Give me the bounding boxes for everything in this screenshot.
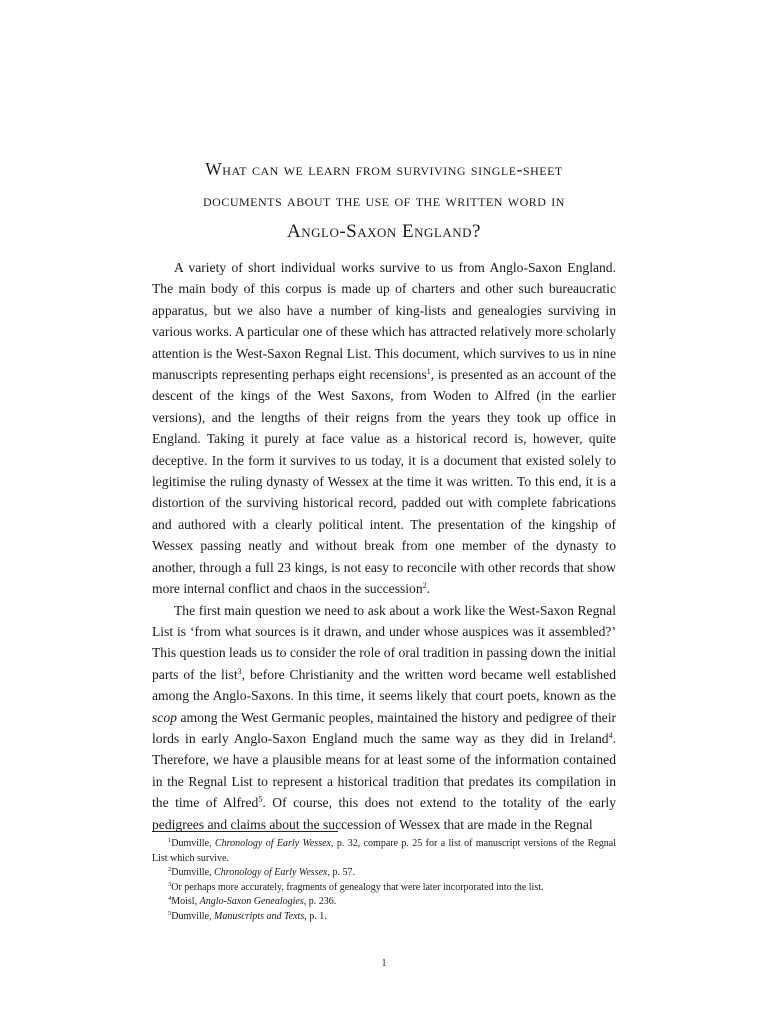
title-line-3: Anglo-Saxon England? [287, 221, 481, 242]
footnote-3 [152, 881, 616, 896]
essay-body [152, 257, 616, 835]
footnote-text: , p. 32, compare p. 25 for a list of manuscript versions of the Regnal List which survive. [152, 838, 616, 864]
paragraph-2-text-c: among the West Germanic peoples, maintained the history and pedigree of their lords in early Anglo-Saxon England much the same way as they did in Ireland [152, 709, 616, 746]
footnote-ref-3: 3 [237, 666, 242, 676]
paragraph-2 [152, 600, 616, 835]
scop-term: scop [152, 709, 177, 725]
paragraph-2-text-b: , before Christianity and the written word became well established among the Anglo-Saxons. In this time, it seems likely that court poets, known as the [152, 666, 616, 704]
essay-title [152, 154, 616, 247]
footnote-number: 5 [168, 909, 172, 917]
footnote-number: 1 [168, 837, 172, 844]
footnote-text: Moisl, [171, 896, 200, 907]
footnote-text: Dumville, [171, 838, 215, 849]
paragraph-1-text-b: , is presented as an account of the descent of the kings of the West Saxons, from Woden to Alfred (in the earlier versions), and the lengths of their reigns from the years they took up office in England. Taking it purely at face value as a historical record is, however, quite deceptive. In the form it survives to us today, it is a document that existed solely to legitimise the ruling dynasty of Wessex at the time it was written. To this end, it is a distortion of the surviving historical record, padded out with complete fabrications and authored with a clearly political intent. The presentation of the kingship of Wessex passing neatly and without break from one member of the dynasty to another, through a full 23 kings, is not easy to reconcile with other records that show more internal conflict and chaos in the succession [152, 367, 616, 597]
footnote-number: 3 [168, 880, 172, 888]
footnote-ref-4: 4 [608, 730, 613, 740]
title-line-1: What can we learn from surviving single-sheet [205, 159, 563, 179]
footnote-work-title: Chronology of Early Wessex [214, 867, 328, 878]
footnote-text: , p. 57. [327, 867, 355, 878]
paragraph-2-text-d: . Therefore, we have a plausible means for at least some of the information contained in the Regnal List to represent a historical tradition that predates its compilation in the time of Alfred [152, 730, 616, 811]
paragraph-1-text-c: . [426, 581, 431, 597]
footnote-5 [152, 910, 616, 925]
footnote-2 [152, 866, 616, 881]
paragraph-2-text-e: . Of course, this does not extend to the totality of the early pedigrees and claims about the succession of Wessex that are made in the Regnal [152, 795, 616, 832]
footnotes [152, 837, 616, 924]
footnote-divider [152, 831, 338, 832]
footnote-text: Dumville, [171, 867, 215, 878]
footnote-4 [152, 895, 616, 910]
footnote-work-title: Anglo-Saxon Genealogies [199, 896, 304, 907]
footnote-1 [152, 837, 616, 866]
footnote-ref-5: 5 [258, 795, 263, 805]
footnote-ref-2: 2 [422, 581, 427, 591]
footnote-number: 4 [168, 895, 172, 902]
footnote-ref-1: 1 [426, 367, 431, 377]
footnote-text: Dumville, [171, 910, 215, 922]
paragraph-1 [152, 257, 616, 600]
paragraph-2-text-a: The first main question we need to ask about a work like the West-Saxon Regnal List is ‘from what sources is it drawn, and under whose auspices was it assembled?’ This question leads us to consider the role of oral tradition in passing down the initial parts of the list [152, 602, 616, 682]
footnote-text: , p. 236. [303, 896, 337, 907]
footnote-work-title: Chronology of Early Wessex [214, 838, 331, 849]
page-number: 1 [381, 958, 387, 969]
footnote-work-title: Manuscripts and Texts [214, 910, 305, 922]
footnote-text: Or perhaps more accurately, fragments of genealogy that were later incorporated into the list. [171, 881, 544, 893]
footnote-text: , p. 1. [304, 910, 327, 922]
footnote-number: 2 [168, 866, 172, 873]
title-line-2: documents about the use of the written word in [203, 190, 565, 210]
paragraph-1-text-a: A variety of short individual works survive to us from Anglo-Saxon England. The main body of this corpus is made up of charters and other such bureaucratic apparatus, but we also have a number of king-lists and genealogies surviving in various works. A particular one of these which has attracted relatively more scholarly attention is the West-Saxon Regnal List. This document, which survives to us in nine manuscripts representing perhaps eight recensions [152, 260, 616, 383]
